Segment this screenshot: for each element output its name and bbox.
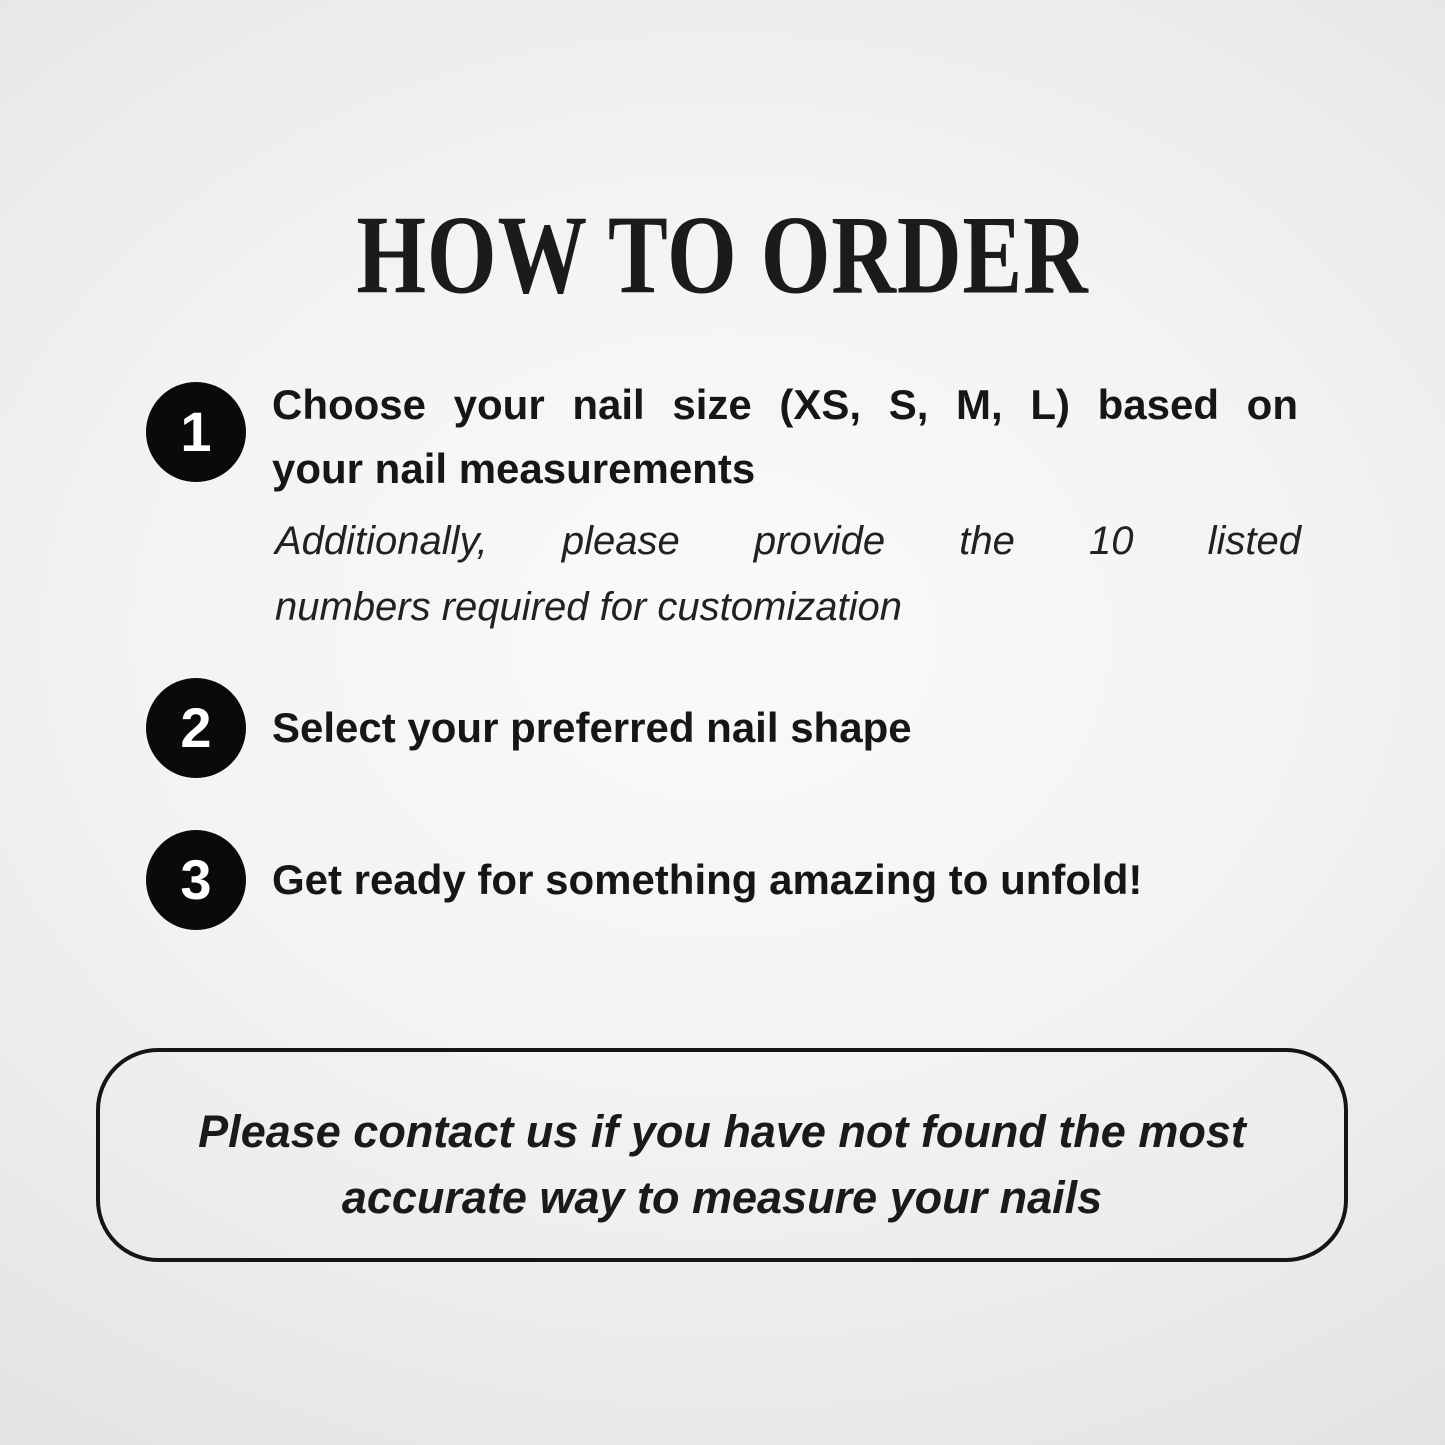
contact-message-line-1: Please contact us if you have not found the most xyxy=(198,1106,1246,1157)
step-2-number-badge xyxy=(146,678,246,778)
step-3-number: 3 xyxy=(180,848,212,911)
step-1-note-line-2: numbers required for customization xyxy=(275,585,902,629)
step-2-heading xyxy=(272,696,1372,760)
step-2-heading-line-1: Select your preferred nail shape xyxy=(272,704,912,751)
step-1-heading-line-1: Choose your nail size (XS, S, M, L) based on xyxy=(272,381,1298,428)
step-1-note-line-1: Additionally, please provide the 10 listed xyxy=(275,519,1301,563)
step-2-number: 2 xyxy=(180,696,212,759)
step-1-heading xyxy=(272,373,1298,501)
page-title: HOW TO ORDER xyxy=(356,193,1089,318)
step-3-number-badge xyxy=(146,830,246,930)
step-1-heading-line-2: your nail measurements xyxy=(272,445,756,492)
step-1-number-badge xyxy=(146,382,246,482)
step-3-heading xyxy=(272,848,1402,912)
contact-note-box xyxy=(96,1048,1348,1262)
step-1-number: 1 xyxy=(180,400,212,463)
step-1-note xyxy=(275,508,1301,640)
step-3-heading-line-1: Get ready for something amazing to unfold! xyxy=(272,856,1143,903)
contact-message-line-2: accurate way to measure your nails xyxy=(341,1172,1103,1223)
